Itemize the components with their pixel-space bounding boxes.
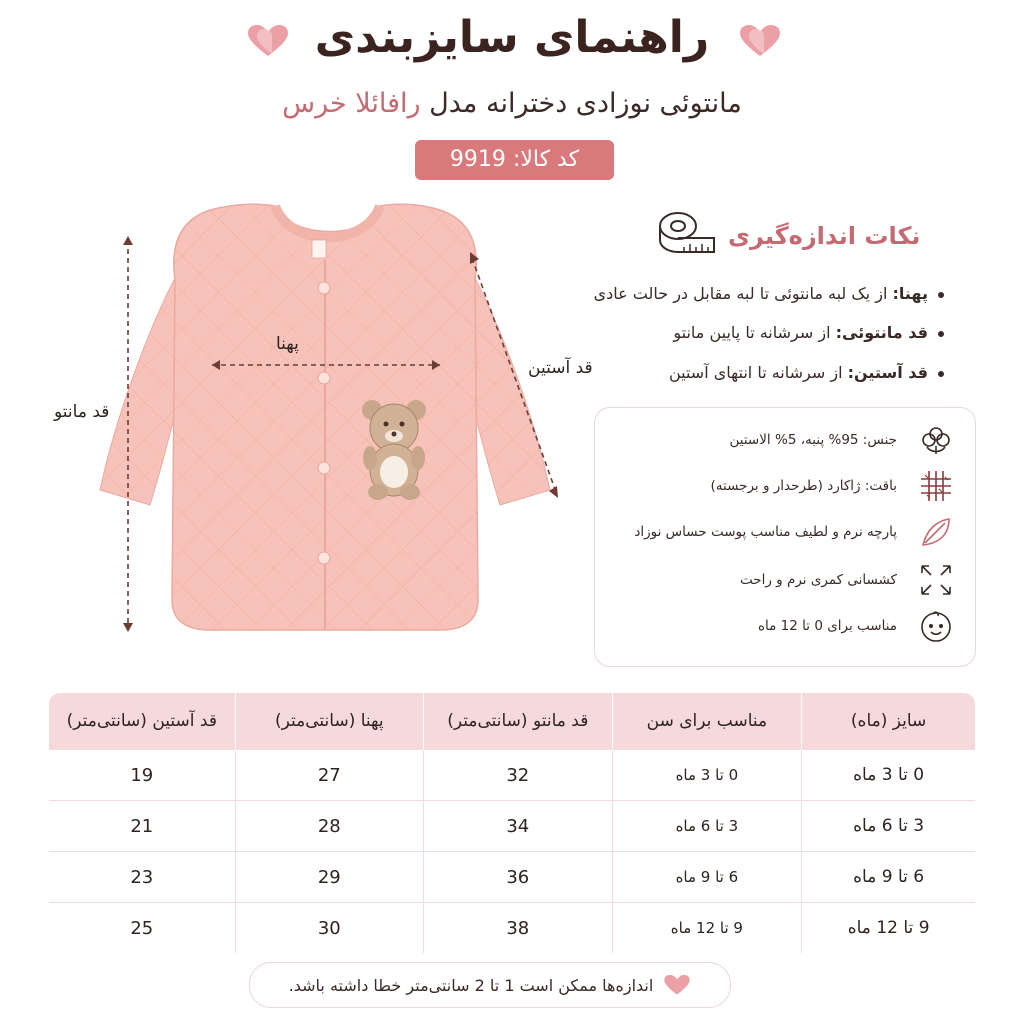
cotton-icon bbox=[917, 421, 955, 459]
product-code-badge: کد کالا: 9919 bbox=[415, 140, 614, 180]
cell-width: 28 bbox=[235, 801, 423, 852]
table-row bbox=[49, 852, 976, 903]
cell-size: 9 تا 12 ماه bbox=[802, 903, 976, 954]
table-row bbox=[49, 903, 976, 954]
cell-coat-length: 38 bbox=[424, 903, 612, 954]
cell-size: 0 تا 3 ماه bbox=[802, 750, 976, 801]
size-table bbox=[48, 692, 976, 954]
stretch-arrows-icon bbox=[917, 561, 955, 599]
table-row bbox=[49, 801, 976, 852]
leaf-icon bbox=[917, 513, 955, 551]
measurement-tips-title: نکات اندازه‌گیری bbox=[728, 222, 921, 250]
tip-sleeve-length: قد آستین: از سرشانه تا انتهای آستین bbox=[669, 363, 944, 382]
cell-coat-length: 32 bbox=[424, 750, 612, 801]
coat-length-label: قد مانتو bbox=[54, 402, 110, 422]
header-age: مناسب برای سن bbox=[612, 693, 802, 750]
features-card bbox=[594, 407, 976, 667]
subtitle-prefix: مانتوئی نوزادی دخترانه مدل bbox=[429, 88, 742, 119]
cell-width: 27 bbox=[235, 750, 423, 801]
feature-age-range: مناسب برای 0 تا 12 ماه bbox=[615, 606, 955, 646]
cell-sleeve-length: 21 bbox=[49, 801, 236, 852]
header-size: سایز (ماه) bbox=[802, 693, 976, 750]
heart-icon-right bbox=[738, 24, 782, 58]
coat-illustration bbox=[90, 200, 560, 650]
heart-icon bbox=[663, 974, 691, 996]
feature-softness: پارچه نرم و لطیف مناسب پوست حساس نوزاد bbox=[615, 512, 955, 552]
header-width: پهنا (سانتی‌متر) bbox=[235, 693, 423, 750]
cell-coat-length: 34 bbox=[424, 801, 612, 852]
feature-fabric: جنس: 95% پنبه، 5% الاستین bbox=[615, 420, 955, 460]
width-label: پهنا bbox=[276, 334, 299, 354]
cell-width: 30 bbox=[235, 903, 423, 954]
cell-age: 6 تا 9 ماه bbox=[612, 852, 802, 903]
table-header-row bbox=[49, 693, 976, 750]
measuring-tape-icon bbox=[656, 206, 718, 256]
tip-coat-length: قد مانتوئی: از سرشانه تا پایین مانتو bbox=[673, 323, 944, 342]
tolerance-note-text: اندازه‌ها ممکن است 1 تا 2 سانتی‌متر خطا داشته باشد. bbox=[288, 975, 654, 995]
subtitle-model-name: رافائلا خرس bbox=[282, 88, 421, 119]
cell-sleeve-length: 19 bbox=[49, 750, 236, 801]
header-sleeve-length: قد آستین (سانتی‌متر) bbox=[49, 693, 236, 750]
cell-age: 9 تا 12 ماه bbox=[612, 903, 802, 954]
cell-sleeve-length: 25 bbox=[49, 903, 236, 954]
cell-size: 6 تا 9 ماه bbox=[802, 852, 976, 903]
feature-stretch: کشسانی کمری نرم و راحت bbox=[615, 560, 955, 600]
cell-size: 3 تا 6 ماه bbox=[802, 801, 976, 852]
product-subtitle bbox=[0, 88, 1024, 119]
sleeve-length-label: قد آستین bbox=[528, 358, 593, 378]
coat-svg bbox=[90, 200, 560, 650]
cell-age: 3 تا 6 ماه bbox=[612, 801, 802, 852]
cell-sleeve-length: 23 bbox=[49, 852, 236, 903]
cell-age: 0 تا 3 ماه bbox=[612, 750, 802, 801]
tip-width: پهنا: از یک لبه مانتوئی تا لبه مقابل در حالت عادی bbox=[594, 284, 944, 303]
baby-face-icon bbox=[917, 607, 955, 645]
cell-coat-length: 36 bbox=[424, 852, 612, 903]
cell-width: 29 bbox=[235, 852, 423, 903]
page-title: راهنمای سایزبندی bbox=[314, 12, 710, 63]
tolerance-note bbox=[249, 962, 731, 1008]
table-row bbox=[49, 750, 976, 801]
quilted-fabric-icon bbox=[917, 467, 955, 505]
header-coat-length: قد مانتو (سانتی‌متر) bbox=[424, 693, 612, 750]
feature-texture: باقت: ژاکارد (طرحدار و برجسته) bbox=[615, 466, 955, 506]
